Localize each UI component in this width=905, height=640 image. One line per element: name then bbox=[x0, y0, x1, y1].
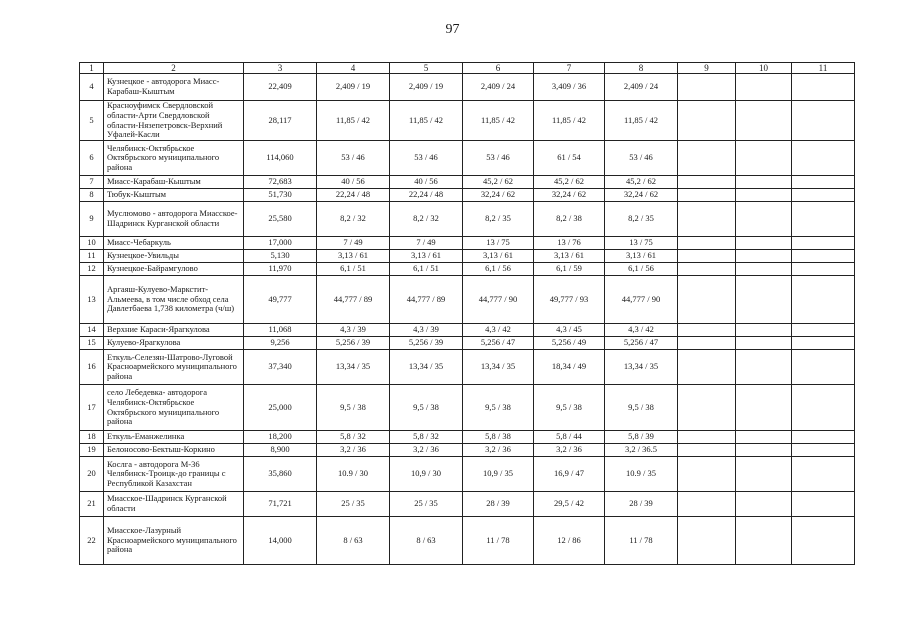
column-number-header: 1 bbox=[80, 63, 104, 74]
column-6-value: 44,777 / 90 bbox=[463, 276, 534, 324]
column-8-value: 13 / 75 bbox=[605, 237, 678, 250]
column-10-value bbox=[736, 517, 792, 565]
column-5-value: 13,34 / 35 bbox=[390, 350, 463, 385]
row-number: 14 bbox=[80, 324, 104, 337]
column-6-value: 6,1 / 56 bbox=[463, 263, 534, 276]
column-7-value: 18,34 / 49 bbox=[534, 350, 605, 385]
column-11-value bbox=[792, 385, 855, 431]
column-8-value: 44,777 / 90 bbox=[605, 276, 678, 324]
road-length: 114,060 bbox=[244, 141, 317, 176]
table-row bbox=[80, 74, 855, 101]
column-7-value: 4,3 / 45 bbox=[534, 324, 605, 337]
table-row bbox=[80, 141, 855, 176]
table-row bbox=[80, 350, 855, 385]
column-6-value: 5,256 / 47 bbox=[463, 337, 534, 350]
row-number: 13 bbox=[80, 276, 104, 324]
table-row bbox=[80, 176, 855, 189]
column-6-value: 11 / 78 bbox=[463, 517, 534, 565]
column-11-value bbox=[792, 324, 855, 337]
row-number: 5 bbox=[80, 101, 104, 141]
column-4-value: 7 / 49 bbox=[317, 237, 390, 250]
column-11-value bbox=[792, 263, 855, 276]
column-9-value bbox=[678, 202, 736, 237]
column-number-header: 3 bbox=[244, 63, 317, 74]
column-8-value: 2,409 / 24 bbox=[605, 74, 678, 101]
column-9-value bbox=[678, 324, 736, 337]
column-9-value bbox=[678, 444, 736, 457]
row-number: 12 bbox=[80, 263, 104, 276]
column-number-header: 5 bbox=[390, 63, 463, 74]
column-11-value bbox=[792, 276, 855, 324]
column-10-value bbox=[736, 444, 792, 457]
column-8-value: 32,24 / 62 bbox=[605, 189, 678, 202]
column-11-value bbox=[792, 101, 855, 141]
column-9-value bbox=[678, 517, 736, 565]
road-name: Муслюмово - автодорога Миасское-Шадринск Курганской области bbox=[104, 202, 244, 237]
column-10-value bbox=[736, 276, 792, 324]
column-6-value: 3,2 / 36 bbox=[463, 444, 534, 457]
road-name: Красноуфимск Свердловской области-Арти Свердловской области-Нязепетровск-Верхний Уфалей-Касли bbox=[104, 101, 244, 141]
column-9-value bbox=[678, 350, 736, 385]
column-4-value: 53 / 46 bbox=[317, 141, 390, 176]
column-11-value bbox=[792, 492, 855, 517]
column-8-value: 3,13 / 61 bbox=[605, 250, 678, 263]
table-row bbox=[80, 492, 855, 517]
column-11-value bbox=[792, 176, 855, 189]
column-5-value: 9,5 / 38 bbox=[390, 385, 463, 431]
table-row bbox=[80, 263, 855, 276]
column-9-value bbox=[678, 263, 736, 276]
column-9-value bbox=[678, 337, 736, 350]
table-row bbox=[80, 250, 855, 263]
table-row bbox=[80, 385, 855, 431]
column-5-value: 44,777 / 89 bbox=[390, 276, 463, 324]
column-9-value bbox=[678, 74, 736, 101]
column-4-value: 11,85 / 42 bbox=[317, 101, 390, 141]
column-10-value bbox=[736, 189, 792, 202]
column-5-value: 5,256 / 39 bbox=[390, 337, 463, 350]
column-10-value bbox=[736, 141, 792, 176]
road-name: село Лебедевка- автодорога Челябинск-Октябрьское Октябрьского муниципального района bbox=[104, 385, 244, 431]
column-4-value: 8,2 / 32 bbox=[317, 202, 390, 237]
column-5-value: 11,85 / 42 bbox=[390, 101, 463, 141]
column-8-value: 9,5 / 38 bbox=[605, 385, 678, 431]
column-7-value: 49,777 / 93 bbox=[534, 276, 605, 324]
column-11-value bbox=[792, 237, 855, 250]
column-5-value: 5,8 / 32 bbox=[390, 431, 463, 444]
row-number: 22 bbox=[80, 517, 104, 565]
column-number-header: 2 bbox=[104, 63, 244, 74]
road-name: Кузнецкое-Байрамгулово bbox=[104, 263, 244, 276]
column-8-value: 4,3 / 42 bbox=[605, 324, 678, 337]
column-7-value: 6,1 / 59 bbox=[534, 263, 605, 276]
road-name: Белоносово-Бектыш-Коркино bbox=[104, 444, 244, 457]
column-11-value bbox=[792, 141, 855, 176]
column-4-value: 6,1 / 51 bbox=[317, 263, 390, 276]
column-6-value: 5,8 / 38 bbox=[463, 431, 534, 444]
column-5-value: 8,2 / 32 bbox=[390, 202, 463, 237]
table-row bbox=[80, 517, 855, 565]
road-length: 17,000 bbox=[244, 237, 317, 250]
column-number-header: 6 bbox=[463, 63, 534, 74]
column-5-value: 3,13 / 61 bbox=[390, 250, 463, 263]
column-10-value bbox=[736, 350, 792, 385]
road-length: 11,970 bbox=[244, 263, 317, 276]
column-8-value: 5,8 / 39 bbox=[605, 431, 678, 444]
column-11-value bbox=[792, 189, 855, 202]
column-7-value: 61 / 54 bbox=[534, 141, 605, 176]
column-8-value: 10.9 / 35 bbox=[605, 457, 678, 492]
table-row bbox=[80, 444, 855, 457]
column-7-value: 5,8 / 44 bbox=[534, 431, 605, 444]
column-11-value bbox=[792, 337, 855, 350]
column-number-header: 10 bbox=[736, 63, 792, 74]
column-6-value: 2,409 / 24 bbox=[463, 74, 534, 101]
column-11-value bbox=[792, 457, 855, 492]
column-6-value: 11,85 / 42 bbox=[463, 101, 534, 141]
road-length: 18,200 bbox=[244, 431, 317, 444]
column-9-value bbox=[678, 141, 736, 176]
column-4-value: 4,3 / 39 bbox=[317, 324, 390, 337]
column-8-value: 8,2 / 35 bbox=[605, 202, 678, 237]
column-8-value: 11 / 78 bbox=[605, 517, 678, 565]
column-10-value bbox=[736, 431, 792, 444]
column-5-value: 22,24 / 48 bbox=[390, 189, 463, 202]
column-4-value: 44,777 / 89 bbox=[317, 276, 390, 324]
row-number: 19 bbox=[80, 444, 104, 457]
road-name: Миасс-Карабаш-Кыштым bbox=[104, 176, 244, 189]
column-11-value bbox=[792, 517, 855, 565]
road-name: Кулуево-Ярагкулова bbox=[104, 337, 244, 350]
column-7-value: 29,5 / 42 bbox=[534, 492, 605, 517]
column-4-value: 5,8 / 32 bbox=[317, 431, 390, 444]
road-length: 51,730 bbox=[244, 189, 317, 202]
row-number: 20 bbox=[80, 457, 104, 492]
column-7-value: 11,85 / 42 bbox=[534, 101, 605, 141]
column-11-value bbox=[792, 250, 855, 263]
column-10-value bbox=[736, 176, 792, 189]
column-7-value: 12 / 86 bbox=[534, 517, 605, 565]
row-number: 15 bbox=[80, 337, 104, 350]
column-11-value bbox=[792, 202, 855, 237]
table-row bbox=[80, 189, 855, 202]
column-8-value: 13,34 / 35 bbox=[605, 350, 678, 385]
column-4-value: 3,2 / 36 bbox=[317, 444, 390, 457]
column-7-value: 16,9 / 47 bbox=[534, 457, 605, 492]
column-10-value bbox=[736, 237, 792, 250]
row-number: 11 bbox=[80, 250, 104, 263]
road-name: Челябинск-Октябрьское Октябрьского муниципального района bbox=[104, 141, 244, 176]
table-row bbox=[80, 202, 855, 237]
row-number: 18 bbox=[80, 431, 104, 444]
column-10-value bbox=[736, 385, 792, 431]
table-header-row bbox=[80, 63, 855, 74]
column-9-value bbox=[678, 237, 736, 250]
road-length: 5,130 bbox=[244, 250, 317, 263]
column-5-value: 10,9 / 30 bbox=[390, 457, 463, 492]
column-6-value: 53 / 46 bbox=[463, 141, 534, 176]
column-9-value bbox=[678, 101, 736, 141]
row-number: 16 bbox=[80, 350, 104, 385]
data-table bbox=[79, 62, 855, 565]
column-4-value: 9,5 / 38 bbox=[317, 385, 390, 431]
column-8-value: 6,1 / 56 bbox=[605, 263, 678, 276]
column-4-value: 3,13 / 61 bbox=[317, 250, 390, 263]
table-row bbox=[80, 324, 855, 337]
column-8-value: 11,85 / 42 bbox=[605, 101, 678, 141]
column-7-value: 3,2 / 36 bbox=[534, 444, 605, 457]
column-9-value bbox=[678, 176, 736, 189]
column-4-value: 22,24 / 48 bbox=[317, 189, 390, 202]
column-11-value bbox=[792, 431, 855, 444]
column-8-value: 5,256 / 47 bbox=[605, 337, 678, 350]
column-10-value bbox=[736, 492, 792, 517]
column-number-header: 4 bbox=[317, 63, 390, 74]
column-6-value: 3,13 / 61 bbox=[463, 250, 534, 263]
column-5-value: 53 / 46 bbox=[390, 141, 463, 176]
road-length: 22,409 bbox=[244, 74, 317, 101]
column-7-value: 32,24 / 62 bbox=[534, 189, 605, 202]
column-5-value: 8 / 63 bbox=[390, 517, 463, 565]
column-8-value: 28 / 39 bbox=[605, 492, 678, 517]
row-number: 21 bbox=[80, 492, 104, 517]
column-5-value: 40 / 56 bbox=[390, 176, 463, 189]
column-5-value: 25 / 35 bbox=[390, 492, 463, 517]
column-9-value bbox=[678, 492, 736, 517]
row-number: 4 bbox=[80, 74, 104, 101]
column-7-value: 3,13 / 61 bbox=[534, 250, 605, 263]
column-number-header: 8 bbox=[605, 63, 678, 74]
column-10-value bbox=[736, 74, 792, 101]
column-6-value: 32,24 / 62 bbox=[463, 189, 534, 202]
road-length: 72,683 bbox=[244, 176, 317, 189]
road-length: 35,860 bbox=[244, 457, 317, 492]
column-10-value bbox=[736, 202, 792, 237]
road-length: 49,777 bbox=[244, 276, 317, 324]
road-name: Миасс-Чебаркуль bbox=[104, 237, 244, 250]
column-4-value: 40 / 56 bbox=[317, 176, 390, 189]
column-7-value: 8,2 / 38 bbox=[534, 202, 605, 237]
column-5-value: 3,2 / 36 bbox=[390, 444, 463, 457]
column-number-header: 11 bbox=[792, 63, 855, 74]
column-8-value: 45,2 / 62 bbox=[605, 176, 678, 189]
column-5-value: 7 / 49 bbox=[390, 237, 463, 250]
column-7-value: 13 / 76 bbox=[534, 237, 605, 250]
road-name: Кослга - автодорога М-36 Челябинск-Троицк-до границы с Республикой Казахстан bbox=[104, 457, 244, 492]
column-5-value: 2,409 / 19 bbox=[390, 74, 463, 101]
column-9-value bbox=[678, 189, 736, 202]
page-number: 97 bbox=[445, 22, 460, 37]
column-11-value bbox=[792, 74, 855, 101]
column-10-value bbox=[736, 324, 792, 337]
column-8-value: 3,2 / 36.5 bbox=[605, 444, 678, 457]
column-6-value: 4,3 / 42 bbox=[463, 324, 534, 337]
column-4-value: 8 / 63 bbox=[317, 517, 390, 565]
road-name: Миасское-Шадринск Курганской области bbox=[104, 492, 244, 517]
road-name: Аргаяш-Кулуево-Маркстит-Альмеева, в том числе обход села Давлетбаева 1,738 километра (ч/ш) bbox=[104, 276, 244, 324]
column-4-value: 13,34 / 35 bbox=[317, 350, 390, 385]
column-6-value: 8,2 / 35 bbox=[463, 202, 534, 237]
column-5-value: 4,3 / 39 bbox=[390, 324, 463, 337]
road-length: 37,340 bbox=[244, 350, 317, 385]
column-6-value: 9,5 / 38 bbox=[463, 385, 534, 431]
column-9-value bbox=[678, 250, 736, 263]
column-6-value: 13,34 / 35 bbox=[463, 350, 534, 385]
road-name: Тюбук-Кыштым bbox=[104, 189, 244, 202]
column-9-value bbox=[678, 431, 736, 444]
column-11-value bbox=[792, 350, 855, 385]
road-name: Верхние Караси-Ярагкулова bbox=[104, 324, 244, 337]
road-length: 9,256 bbox=[244, 337, 317, 350]
column-6-value: 13 / 75 bbox=[463, 237, 534, 250]
column-10-value bbox=[736, 457, 792, 492]
column-6-value: 45,2 / 62 bbox=[463, 176, 534, 189]
table-row bbox=[80, 101, 855, 141]
column-10-value bbox=[736, 101, 792, 141]
row-number: 6 bbox=[80, 141, 104, 176]
road-length: 8,900 bbox=[244, 444, 317, 457]
column-4-value: 2,409 / 19 bbox=[317, 74, 390, 101]
row-number: 9 bbox=[80, 202, 104, 237]
table-row bbox=[80, 276, 855, 324]
column-9-value bbox=[678, 276, 736, 324]
column-10-value bbox=[736, 263, 792, 276]
road-length: 25,000 bbox=[244, 385, 317, 431]
road-length: 14,000 bbox=[244, 517, 317, 565]
column-4-value: 10.9 / 30 bbox=[317, 457, 390, 492]
road-name: Еткуль-Еманжелинка bbox=[104, 431, 244, 444]
table-row bbox=[80, 431, 855, 444]
row-number: 10 bbox=[80, 237, 104, 250]
column-7-value: 5,256 / 49 bbox=[534, 337, 605, 350]
table-row bbox=[80, 457, 855, 492]
row-number: 8 bbox=[80, 189, 104, 202]
column-9-value bbox=[678, 457, 736, 492]
column-4-value: 25 / 35 bbox=[317, 492, 390, 517]
column-7-value: 45,2 / 62 bbox=[534, 176, 605, 189]
column-5-value: 6,1 / 51 bbox=[390, 263, 463, 276]
road-length: 11,068 bbox=[244, 324, 317, 337]
column-7-value: 3,409 / 36 bbox=[534, 74, 605, 101]
road-name: Кузнецкое - автодорога Миасс-Карабаш-Кыштым bbox=[104, 74, 244, 101]
road-length: 25,580 bbox=[244, 202, 317, 237]
row-number: 7 bbox=[80, 176, 104, 189]
column-6-value: 10,9 / 35 bbox=[463, 457, 534, 492]
road-length: 71,721 bbox=[244, 492, 317, 517]
road-name: Кузнецкое-Увильды bbox=[104, 250, 244, 263]
table-row bbox=[80, 337, 855, 350]
column-7-value: 9,5 / 38 bbox=[534, 385, 605, 431]
column-11-value bbox=[792, 444, 855, 457]
road-name: Еткуль-Селезян-Шатрово-Луговой Красноармейского муниципального района bbox=[104, 350, 244, 385]
column-8-value: 53 / 46 bbox=[605, 141, 678, 176]
road-name: Миасское-Лазурный Красноармейского муниципального района bbox=[104, 517, 244, 565]
column-9-value bbox=[678, 385, 736, 431]
row-number: 17 bbox=[80, 385, 104, 431]
column-10-value bbox=[736, 250, 792, 263]
column-10-value bbox=[736, 337, 792, 350]
column-number-header: 9 bbox=[678, 63, 736, 74]
road-length: 28,117 bbox=[244, 101, 317, 141]
column-number-header: 7 bbox=[534, 63, 605, 74]
column-6-value: 28 / 39 bbox=[463, 492, 534, 517]
column-4-value: 5,256 / 39 bbox=[317, 337, 390, 350]
table-row bbox=[80, 237, 855, 250]
